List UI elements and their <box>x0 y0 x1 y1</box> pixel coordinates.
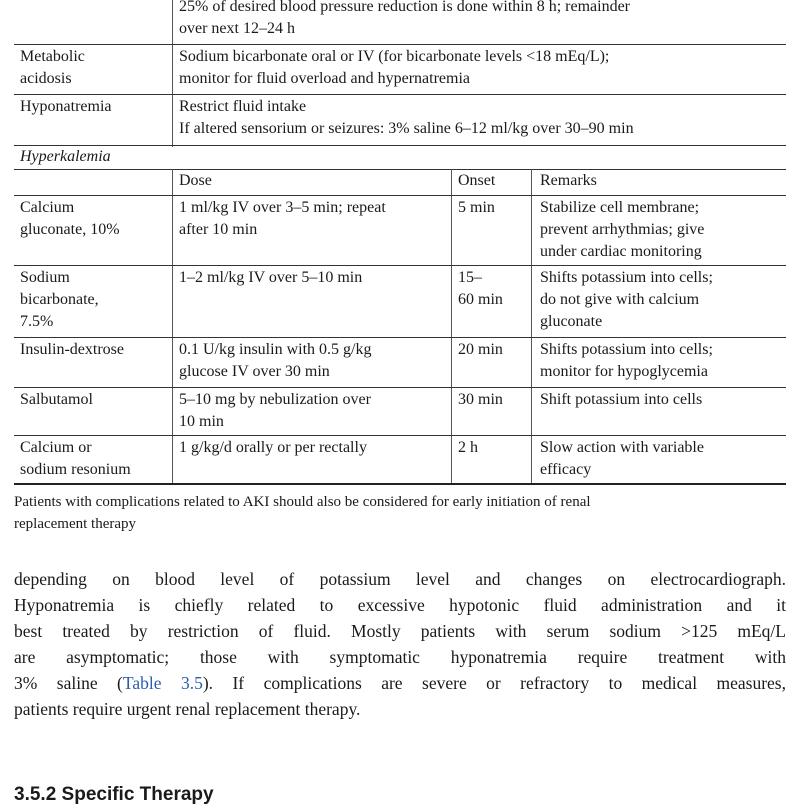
header-remarks: Remarks <box>540 172 597 189</box>
row-divider <box>14 94 786 95</box>
section-label: Hyperkalemia <box>20 148 111 165</box>
table-row <box>14 436 786 483</box>
body-line: best treated by restriction of fluid. Mostly patients with serum sodium >125 mEq/L <box>14 621 786 641</box>
cell-remarks: prevent arrhythmias; give <box>540 221 705 238</box>
row-text: Restrict fluid intake <box>179 98 307 115</box>
body-line: depending on blood level of potassium level and changes on electrocardiograph. <box>14 569 786 589</box>
cell-agent: Sodium <box>20 269 70 286</box>
cell-remarks: Shift potassium into cells <box>540 391 703 408</box>
row-label: Hyponatremia <box>20 98 112 115</box>
cell-dose: 1 g/kg/d orally or per rectally <box>179 439 367 456</box>
cell-agent: Calcium <box>20 199 75 216</box>
management-table <box>14 0 786 490</box>
row-divider <box>14 44 786 45</box>
cell-dose: 0.1 U/kg insulin with 0.5 g/kg <box>179 341 372 358</box>
cell-agent: sodium resonium <box>20 461 131 478</box>
cell-dose: glucose IV over 30 min <box>179 363 330 380</box>
table-row <box>14 96 786 144</box>
table-reference-link[interactable]: Table 3.5 <box>122 673 203 693</box>
cell-onset: 5 min <box>458 199 495 216</box>
cell-dose: 10 min <box>179 413 224 430</box>
cell-onset: 30 min <box>458 391 503 408</box>
cell-remarks: Slow action with variable <box>540 439 704 456</box>
footnote-line: replacement therapy <box>14 516 137 532</box>
cell-onset: 2 h <box>458 439 478 456</box>
cell-onset: 60 min <box>458 291 503 308</box>
body-paragraph <box>14 566 786 722</box>
section-heading: 3.5.2 Specific Therapy <box>14 784 214 805</box>
table-row <box>14 388 786 436</box>
cell-dose: 1–2 ml/kg IV over 5–10 min <box>179 269 363 286</box>
cell-agent: Salbutamol <box>20 391 93 408</box>
table-row <box>14 46 786 94</box>
table-row <box>14 0 786 44</box>
header-onset: Onset <box>458 172 496 189</box>
cell-remarks: Stabilize cell membrane; <box>540 199 700 216</box>
header-dose: Dose <box>179 172 212 189</box>
cell-remarks: Shifts potassium into cells; <box>540 269 713 286</box>
cell-remarks: do not give with calcium <box>540 291 700 308</box>
cell-agent: gluconate, 10% <box>20 221 120 238</box>
cell-remarks: Shifts potassium into cells; <box>540 341 713 358</box>
cell-onset: 20 min <box>458 341 503 358</box>
cell-dose: 5–10 mg by nebulization over <box>179 391 371 408</box>
table-row <box>14 338 786 388</box>
table-header-row <box>14 170 786 194</box>
body-line: patients require urgent renal replacement therapy. <box>14 699 361 719</box>
cell-agent: Calcium or <box>20 439 92 456</box>
cell-agent: 7.5% <box>20 313 54 330</box>
body-line: are asymptomatic; those with symptomatic hyponatremia require treatment with <box>14 647 786 667</box>
table-footnote <box>14 491 786 535</box>
body-line-with-table-ref: 3% saline (Table 3.5). If complications are severe or refractory to medical measures, <box>14 673 786 693</box>
cell-remarks: efficacy <box>540 461 592 478</box>
section-label-row <box>14 146 786 168</box>
cell-remarks: under cardiac monitoring <box>540 243 702 260</box>
body-line: Hyponatremia is chiefly related to excessive hypotonic fluid administration and it <box>14 595 786 615</box>
row-text: If altered sensorium or seizures: 3% saline 6–12 ml/kg over 30–90 min <box>179 120 634 137</box>
row-label: Metabolic <box>20 48 85 65</box>
cell-dose: 1 ml/kg IV over 3–5 min; repeat <box>179 199 386 216</box>
cell-agent: bicarbonate, <box>20 291 99 308</box>
table-row <box>14 266 786 338</box>
row-text: over next 12–24 h <box>179 20 295 37</box>
footnote-line: Patients with complications related to AKI should also be considered for early initiation of renal <box>14 494 591 510</box>
row-text: monitor for fluid overload and hypernatremia <box>179 70 471 87</box>
table-row <box>14 196 786 266</box>
row-text: 25% of desired blood pressure reduction is done within 8 h; remainder <box>179 0 630 15</box>
cell-remarks: gluconate <box>540 313 603 330</box>
cell-remarks: monitor for hypoglycemia <box>540 363 708 380</box>
cell-onset: 15– <box>458 269 482 286</box>
cell-agent: Insulin-dextrose <box>20 341 124 358</box>
table-bottom-rule <box>14 483 786 485</box>
row-text: Sodium bicarbonate oral or IV (for bicarbonate levels <18 mEq/L); <box>179 48 610 65</box>
row-label: acidosis <box>20 70 72 87</box>
cell-dose: after 10 min <box>179 221 258 238</box>
